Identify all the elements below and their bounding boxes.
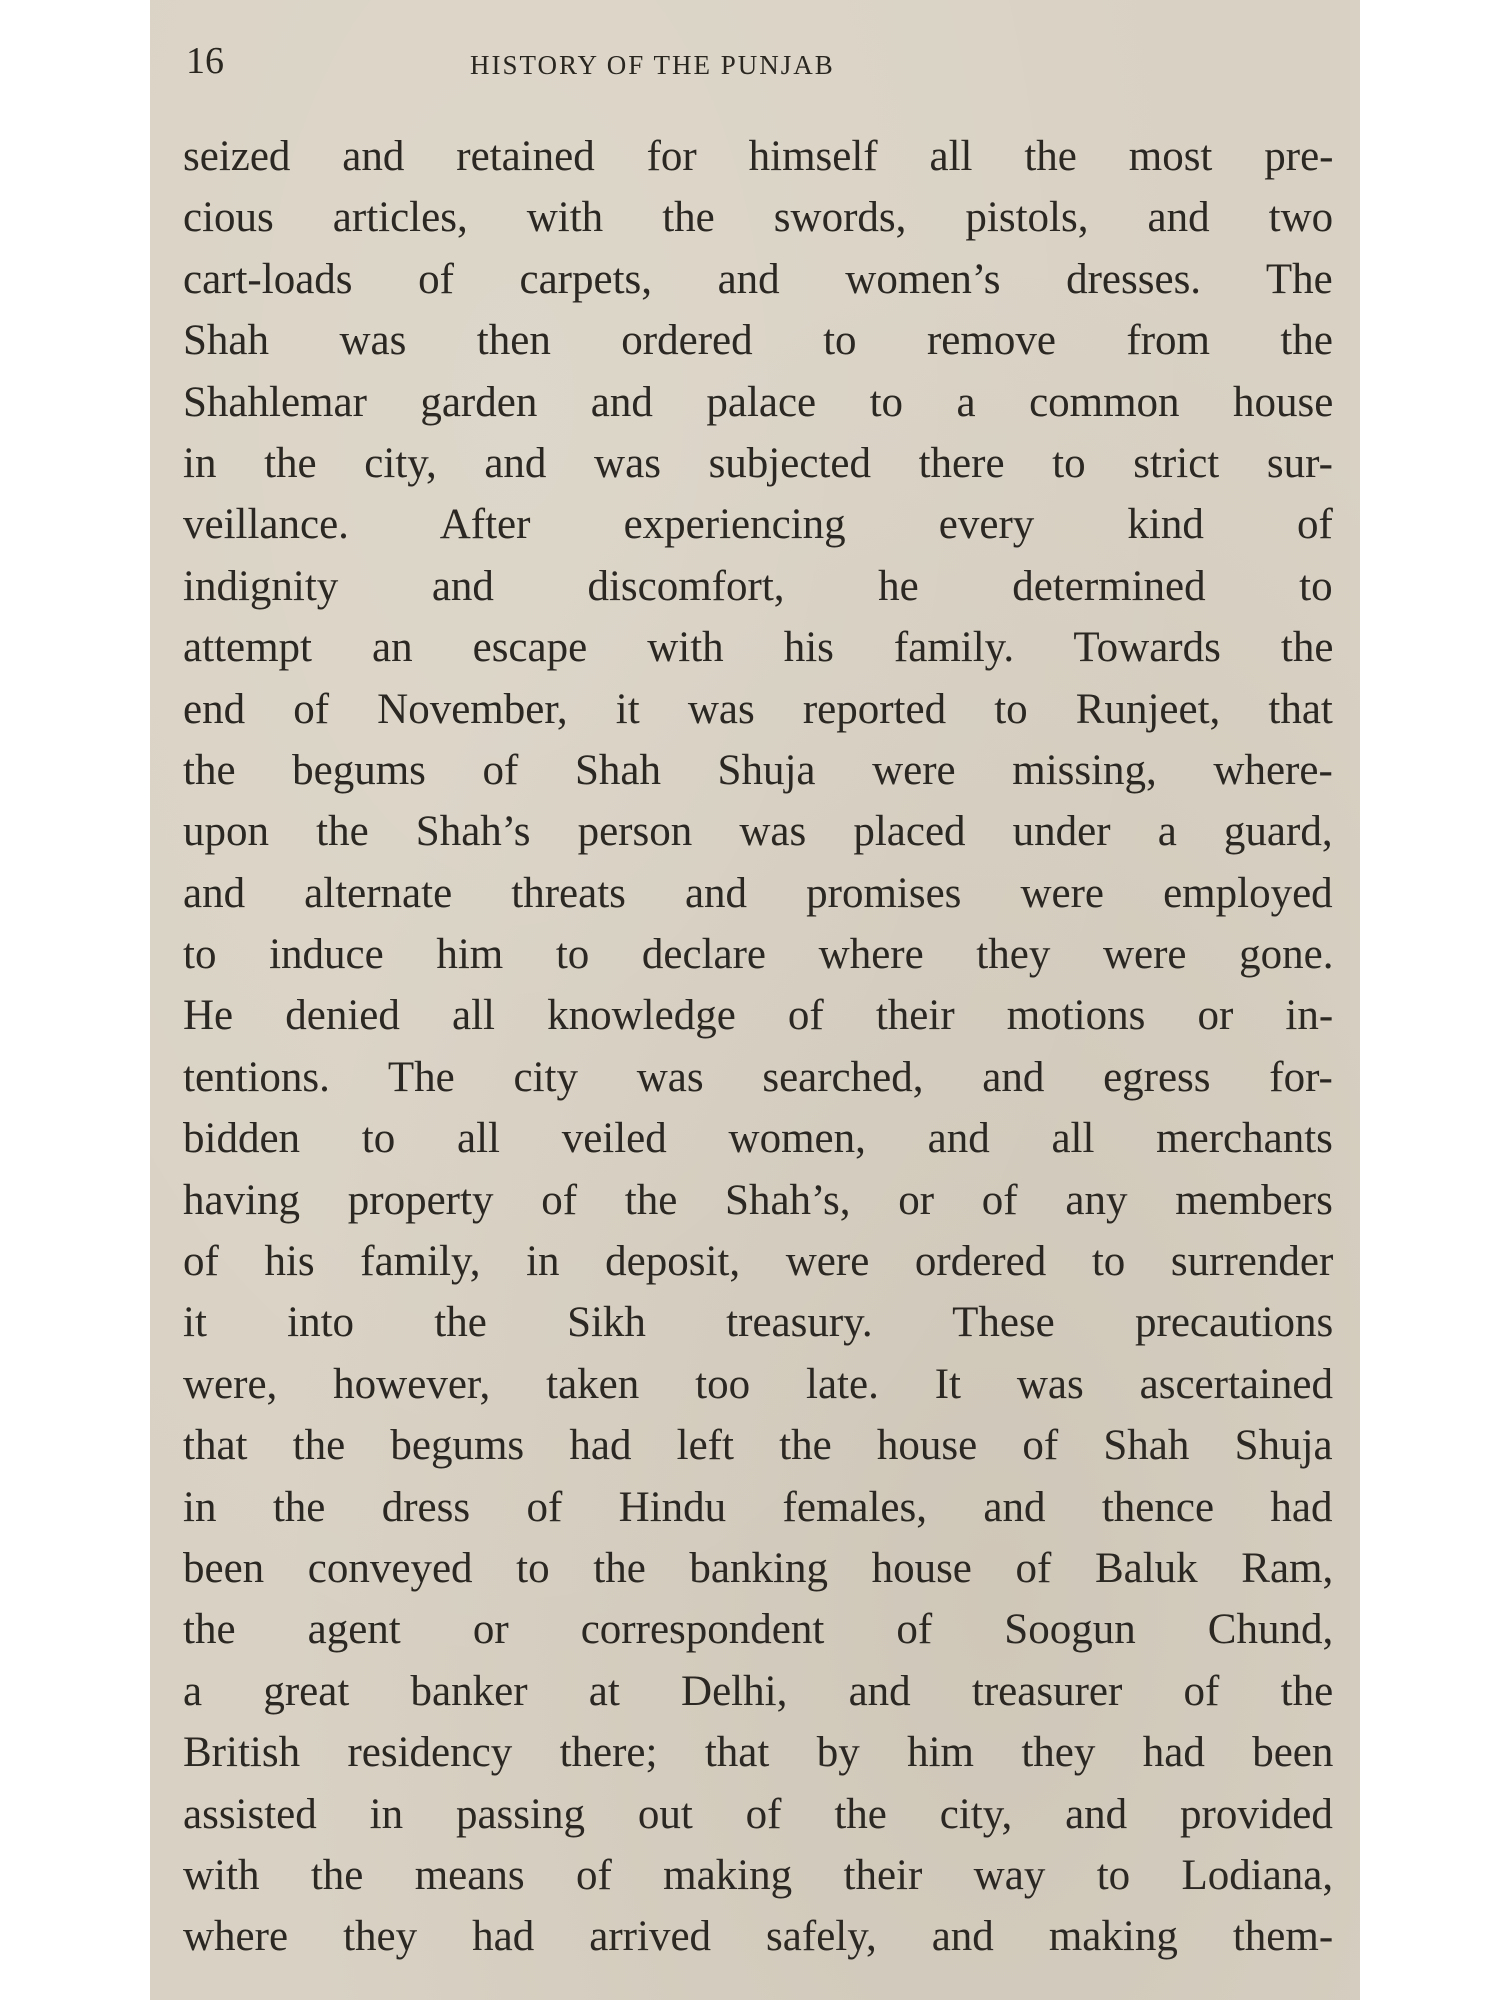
text-line: been conveyed to the banking house of Baluk Ram, [183, 1544, 1334, 1592]
text-line: tentions. The city was searched, and egress for- [183, 1053, 1333, 1101]
text-line: a great banker at Delhi, and treasurer of the [183, 1667, 1334, 1715]
text-line: Shah was then ordered to remove from the [183, 317, 1333, 365]
text-line: end of November, it was reported to Runjeet, that [183, 685, 1333, 733]
text-line: indignity and discomfort, he determined to [183, 562, 1333, 610]
running-head: HISTORY OF THE PUNJAB [470, 50, 835, 80]
text-line: upon the Shah’s person was placed under a guard, [183, 808, 1333, 856]
text-line: the begums of Shah Shuja were missing, where- [183, 746, 1333, 794]
body-text [183, 126, 1333, 1968]
text-line: He denied all knowledge of their motions or in- [183, 992, 1334, 1040]
text-line: in the city, and was subjected there to strict sur- [183, 439, 1333, 487]
text-line: with the means of making their way to Lodiana, [183, 1851, 1334, 1899]
page-header [180, 36, 1330, 86]
text-line: where they had arrived safely, and making them- [183, 1913, 1334, 1961]
text-line: were, however, taken too late. It was ascertained [183, 1360, 1334, 1408]
text-line: bidden to all veiled women, and all merchants [183, 1115, 1333, 1163]
text-line: British residency there; that by him they had been [183, 1729, 1334, 1777]
text-line: having property of the Shah’s, or of any members [183, 1176, 1333, 1224]
text-line: of his family, in deposit, were ordered to surrender [183, 1238, 1334, 1286]
text-line: attempt an escape with his family. Towards the [183, 624, 1334, 672]
book-page [150, 0, 1360, 2000]
text-line: Shahlemar garden and palace to a common house [183, 378, 1334, 426]
text-line: to induce him to declare where they were gone. [183, 931, 1334, 979]
page-number: 16 [186, 40, 224, 82]
text-line: seized and retained for himself all the most pre- [183, 133, 1334, 180]
text-line: assisted in passing out of the city, and provided [183, 1790, 1333, 1838]
text-line: cious articles, with the swords, pistols, and two [183, 194, 1334, 242]
text-line: it into the Sikh treasury. These precautions [183, 1299, 1334, 1347]
text-line: cart-loads of carpets, and women’s dresses. The [183, 255, 1333, 303]
text-line: that the begums had left the house of Shah Shuja [183, 1422, 1333, 1470]
text-line: veillance. After experiencing every kind of [183, 501, 1333, 549]
text-line: in the dress of Hindu females, and thence had [183, 1483, 1333, 1531]
text-line: and alternate threats and promises were employed [183, 869, 1333, 917]
text-line: the agent or correspondent of Soogun Chund, [183, 1606, 1334, 1654]
